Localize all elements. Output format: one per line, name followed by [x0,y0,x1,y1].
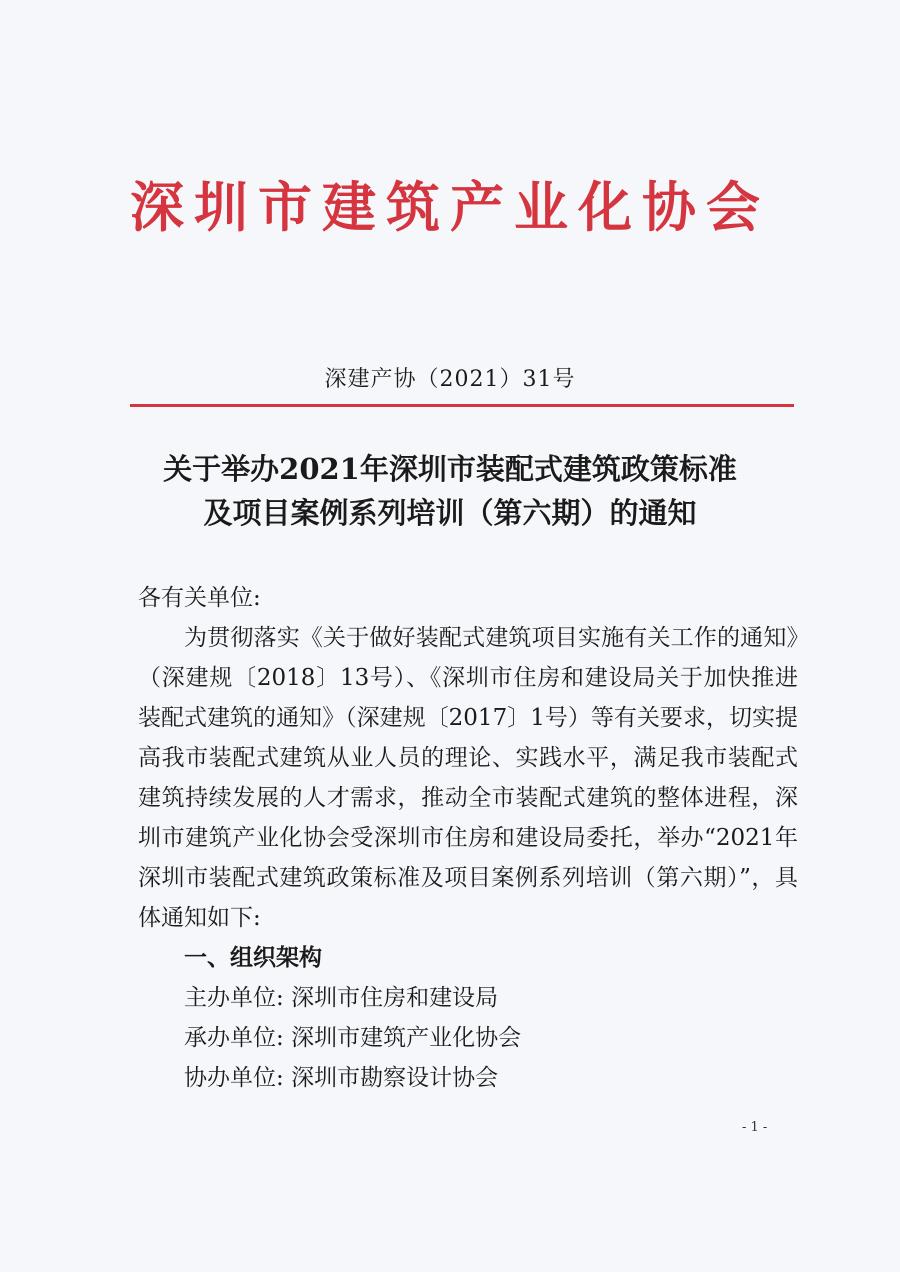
org-value: 深圳市住房和建设局 [291,985,499,1011]
org-value: 深圳市建筑产业化协会 [291,1025,522,1051]
notice-title-line-1: 关于举办2021年深圳市装配式建筑政策标准 [163,452,737,486]
salutation: 各有关单位: [138,585,261,611]
org-label: 承办单位: [184,1025,284,1051]
notice-body [138,578,798,1098]
org-line-co-organizer [138,1058,798,1098]
page-number: - 1 - [742,1120,768,1135]
org-label: 主办单位: [184,985,284,1011]
org-line-host [138,978,798,1018]
intro-paragraph: 为贯彻落实《关于做好装配式建筑项目实施有关工作的通知》（深建规〔2018〕13号）、《深圳市住房和建设局关于加快推进装配式建筑的通知》（深建规〔2017〕1号）等有关要求，切实提高我市装配式建筑从业人员的理论、实践水平，满足我市装配式建筑持续发展的人才需求，推动全市装配式建筑的整体进程，深圳市建筑产业化协会受深圳市住房和建设局委托，举办“2021年深圳市装配式建筑政策标准及项目案例系列培训（第六期）”，具体通知如下: [138,625,798,931]
org-label: 协办单位: [184,1065,284,1091]
red-divider-line [130,404,794,407]
section-heading-organization: 一、组织架构 [184,945,322,971]
notice-title [100,447,800,535]
notice-title-line-2: 及项目案例系列培训（第六期）的通知 [203,496,697,530]
letterhead-org-name: 深圳市建筑产业化协会 [130,176,770,239]
org-line-organizer [138,1018,798,1058]
org-value: 深圳市勘察设计协会 [291,1065,499,1091]
document-number: 深建产协（2021）31号 [324,367,576,392]
